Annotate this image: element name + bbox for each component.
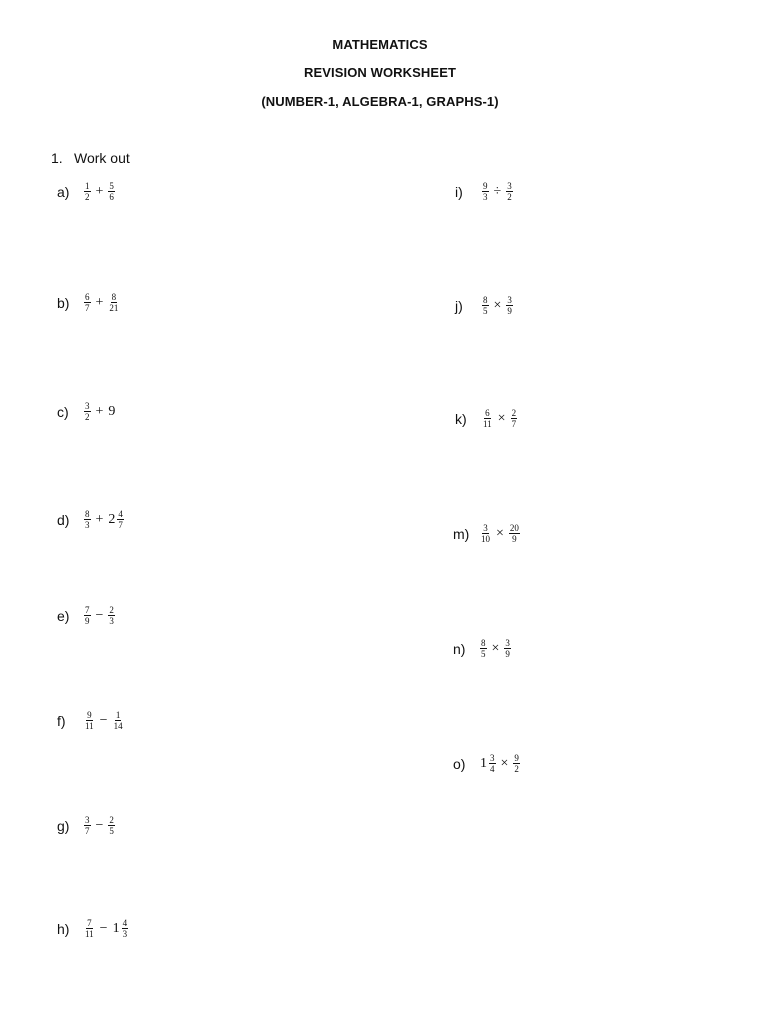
problem-n (453, 638, 513, 659)
denominator: 11 (483, 419, 492, 429)
denominator: 14 (113, 721, 123, 731)
whole-number: 1 (112, 920, 120, 936)
denominator: 11 (85, 929, 94, 939)
numerator: 9 (514, 753, 519, 763)
numerator: 20 (509, 523, 519, 533)
fraction (84, 292, 91, 313)
problem-label: f) (57, 712, 66, 729)
numerator: 6 (85, 292, 90, 302)
numerator: 3 (505, 638, 510, 648)
problem-label: m) (453, 525, 470, 542)
fraction (506, 181, 513, 202)
fraction (489, 753, 496, 774)
whole-number: 2 (108, 511, 116, 527)
fraction (482, 408, 493, 429)
whole-number: 9 (108, 403, 116, 419)
problem-e (57, 605, 117, 626)
worksheet-topics: (NUMBER-1, ALGEBRA-1, GRAPHS-1) (261, 94, 499, 109)
problem-label: g) (57, 817, 70, 834)
question-1 (51, 150, 130, 166)
fraction (506, 295, 513, 316)
worksheet-title: REVISION WORKSHEET (303, 65, 457, 80)
numerator: 9 (483, 181, 488, 191)
fraction (84, 605, 91, 626)
numerator: 8 (483, 295, 488, 305)
problem-i (455, 181, 515, 202)
denominator: 7 (85, 303, 90, 313)
denominator: 2 (85, 192, 90, 202)
denominator: 5 (109, 826, 114, 836)
problem-label: e) (57, 607, 70, 624)
numerator: 8 (481, 638, 486, 648)
problem-c (57, 401, 115, 422)
fraction (108, 815, 115, 836)
problem-label: n) (453, 640, 466, 657)
problem-b (57, 292, 121, 313)
operator: − (95, 607, 104, 623)
problem-label: a) (57, 183, 70, 200)
fraction (84, 918, 95, 939)
fraction (84, 401, 91, 422)
numerator: 2 (109, 815, 114, 825)
denominator: 2 (507, 192, 512, 202)
fraction (480, 523, 491, 544)
fraction (108, 605, 115, 626)
operator: × (491, 640, 500, 656)
denominator: 11 (85, 721, 94, 731)
problem-d (57, 509, 126, 530)
numerator: 3 (85, 401, 90, 411)
fraction (117, 509, 124, 530)
operator: − (95, 817, 104, 833)
problem-label: c) (57, 403, 69, 420)
fraction (504, 638, 511, 659)
operator: × (497, 410, 506, 426)
denominator: 3 (85, 520, 90, 530)
denominator: 21 (109, 303, 119, 313)
denominator: 3 (483, 192, 488, 202)
denominator: 2 (85, 412, 90, 422)
problem-h (57, 918, 130, 939)
numerator: 3 (85, 815, 90, 825)
denominator: 9 (512, 534, 517, 544)
denominator: 10 (481, 534, 490, 544)
fraction (84, 815, 91, 836)
operator: + (95, 183, 104, 199)
problem-a (57, 181, 117, 202)
problem-label: j) (455, 297, 463, 314)
numerator: 3 (507, 295, 512, 305)
denominator: 5 (481, 649, 486, 659)
fraction (513, 753, 520, 774)
fraction (482, 295, 489, 316)
problem-label: h) (57, 920, 70, 937)
numerator: 6 (485, 408, 490, 418)
operator: × (500, 755, 509, 771)
numerator: 9 (87, 710, 92, 720)
problem-label: b) (57, 294, 70, 311)
denominator: 6 (109, 192, 114, 202)
worksheet-subject: MATHEMATICS (332, 37, 428, 52)
fraction (511, 408, 518, 429)
denominator: 4 (490, 764, 495, 774)
fraction (84, 181, 91, 202)
denominator: 5 (483, 306, 488, 316)
denominator: 7 (511, 419, 517, 429)
numerator: 3 (483, 523, 488, 533)
numerator: 8 (85, 509, 90, 519)
problem-o (453, 753, 522, 774)
fraction (482, 181, 489, 202)
whole-number: 1 (480, 755, 487, 771)
operator: + (95, 403, 104, 419)
fraction (480, 638, 487, 659)
problem-label: i) (455, 183, 463, 200)
numerator: 1 (115, 710, 121, 720)
numerator: 3 (490, 753, 495, 763)
numerator: 8 (111, 292, 117, 302)
numerator: 7 (85, 605, 90, 615)
denominator: 3 (122, 929, 128, 939)
problem-m (453, 523, 522, 544)
numerator: 2 (511, 408, 517, 418)
numerator: 5 (109, 181, 114, 191)
problem-f (57, 710, 126, 731)
numerator: 2 (109, 605, 114, 615)
problem-j (455, 295, 515, 316)
fraction (84, 509, 91, 530)
denominator: 9 (85, 616, 90, 626)
denominator: 9 (505, 649, 510, 659)
denominator: 2 (514, 764, 519, 774)
denominator: 7 (118, 520, 123, 530)
problem-g (57, 815, 117, 836)
problem-k (455, 408, 519, 429)
numerator: 7 (87, 918, 92, 928)
operator: + (95, 511, 104, 527)
denominator: 9 (507, 306, 512, 316)
question-number: 1. (51, 150, 63, 166)
fraction (108, 292, 119, 313)
question-instruction: Work out (74, 150, 130, 166)
operator: × (493, 297, 502, 313)
operator: × (496, 525, 504, 541)
denominator: 7 (85, 826, 90, 836)
problem-label: o) (453, 755, 466, 772)
problem-label: k) (455, 410, 467, 427)
operator: − (99, 712, 108, 728)
fraction (108, 181, 115, 202)
numerator: 3 (507, 181, 512, 191)
problem-label: d) (57, 511, 70, 528)
operator: − (99, 920, 108, 936)
operator: ÷ (493, 183, 502, 199)
denominator: 3 (109, 616, 114, 626)
fraction (84, 710, 95, 731)
numerator: 4 (118, 509, 123, 519)
fraction (113, 710, 124, 731)
numerator: 4 (122, 918, 128, 928)
operator: + (95, 294, 104, 310)
fraction (509, 523, 520, 544)
fraction (122, 918, 129, 939)
numerator: 1 (85, 181, 90, 191)
